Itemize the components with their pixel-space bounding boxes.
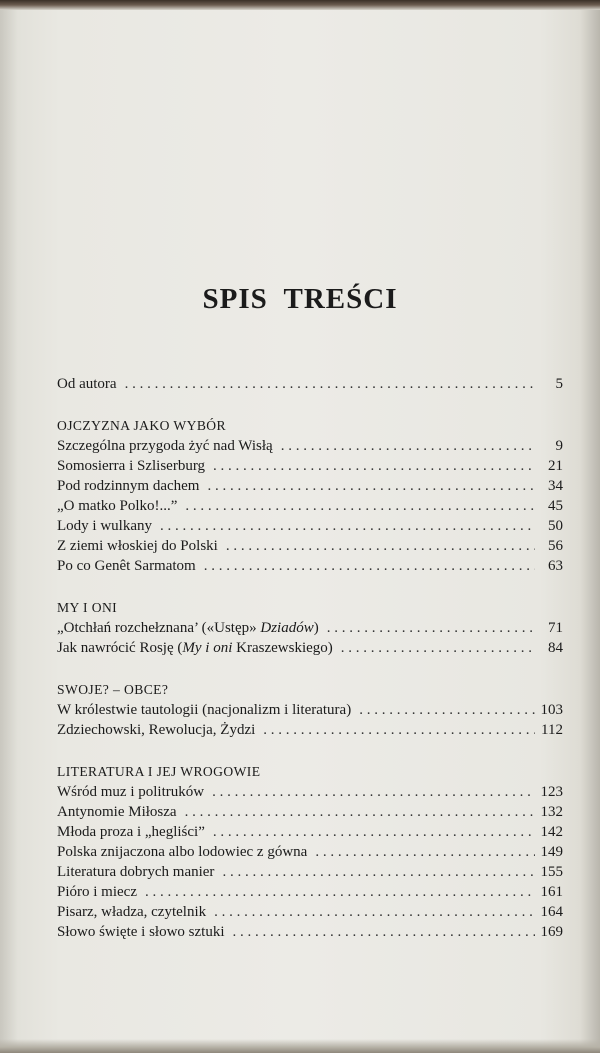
dot-leader <box>207 476 535 496</box>
toc-entry-page: 164 <box>540 904 563 920</box>
dot-leader <box>160 516 535 536</box>
spacer <box>57 576 563 598</box>
toc-entry <box>57 516 563 536</box>
toc-entry-label: Pióro i miecz <box>57 884 137 900</box>
toc-entry-label: Po co Genêt Sarmatom <box>57 558 196 574</box>
toc-entry-label: Wśród muz i politruków <box>57 784 205 800</box>
dot-leader <box>204 556 535 576</box>
dot-leader <box>222 862 534 882</box>
dot-leader <box>327 618 535 638</box>
dot-leader <box>212 782 534 802</box>
table-of-contents <box>57 374 563 942</box>
toc-entry <box>57 842 563 862</box>
dot-leader <box>185 496 535 516</box>
toc-entry-label: Słowo święte i słowo sztuki <box>57 924 225 940</box>
toc-entry-label: Lody i wulkany <box>57 518 152 534</box>
toc-entry-label: Polska znijaczona albo lodowiec z gówna <box>57 844 308 860</box>
label-part: „Otchłań rozchełznana’ («Ustęp» <box>57 620 261 636</box>
dot-leader <box>315 842 534 862</box>
toc-entry-label: Pisarz, władza, czytelnik <box>57 904 207 920</box>
label-part: Jak nawrócić Rosję ( <box>57 640 183 656</box>
spacer <box>57 740 563 762</box>
toc-entry-page: 103 <box>540 702 563 718</box>
toc-entry-label: Młoda proza i „hegliści” <box>57 824 205 840</box>
toc-entry-label: Zdziechowski, Rewolucja, Żydzi <box>57 722 256 738</box>
toc-entry-page: 142 <box>540 824 563 840</box>
toc-entry <box>57 476 563 496</box>
toc-entry-label: W królestwie tautologii (nacjonalizm i literatura) <box>57 702 352 718</box>
toc-entry-page: 112 <box>541 722 563 738</box>
toc-entry <box>57 536 563 556</box>
toc-entry <box>57 822 563 842</box>
toc-entry <box>57 436 563 456</box>
toc-entry-page: 71 <box>548 620 563 636</box>
dot-leader <box>145 882 535 902</box>
dot-leader <box>263 720 535 740</box>
label-italic-part: Dziadów <box>260 620 314 636</box>
page-top-edge <box>0 0 600 10</box>
toc-entry <box>57 720 563 740</box>
section-heading: MY I ONI <box>57 600 118 615</box>
label-italic-part: My i oni <box>182 640 233 656</box>
toc-entry-page: 21 <box>548 458 563 474</box>
toc-entry-intro <box>57 374 563 394</box>
toc-entry-label: Literatura dobrych manier <box>57 864 215 880</box>
toc-entry <box>57 902 563 922</box>
toc-entry <box>57 618 563 638</box>
page-title: SPIS TREŚCI <box>202 283 398 315</box>
page-bottom-edge <box>0 1039 600 1053</box>
toc-entry <box>57 782 563 802</box>
section-heading: SWOJE? – OBCE? <box>57 682 169 697</box>
toc-entry <box>57 556 563 576</box>
toc-entry-page: 45 <box>548 498 563 514</box>
toc-entry <box>57 638 563 658</box>
toc-entry <box>57 700 563 720</box>
toc-entry-label: Szczególna przygoda żyć nad Wisłą <box>57 438 273 454</box>
label-part: Kraszewskiego) <box>232 640 333 656</box>
toc-entry-page: 123 <box>540 784 563 800</box>
dot-leader <box>125 374 535 394</box>
dot-leader <box>359 700 534 720</box>
dot-leader <box>341 638 535 658</box>
toc-entry-label: Antynomie Miłosza <box>57 804 177 820</box>
toc-entry-label: Od autora <box>57 376 117 392</box>
toc-entry <box>57 882 563 902</box>
toc-entry-page: 5 <box>555 376 563 392</box>
dot-leader <box>213 822 535 842</box>
toc-entry-page: 132 <box>540 804 563 820</box>
toc-entry-page: 63 <box>548 558 563 574</box>
toc-entry-page: 56 <box>548 538 563 554</box>
toc-entry-page: 149 <box>540 844 563 860</box>
toc-entry-label: Pod rodzinnym dachem <box>57 478 200 494</box>
toc-entry-page: 84 <box>548 640 563 656</box>
toc-entry-page: 155 <box>540 864 563 880</box>
toc-entry <box>57 496 563 516</box>
toc-entry-page: 50 <box>548 518 563 534</box>
dot-leader <box>281 436 535 456</box>
section-heading: LITERATURA I JEJ WROGOWIE <box>57 764 261 779</box>
toc-entry-page: 9 <box>555 438 563 454</box>
toc-entry-page: 169 <box>540 924 563 940</box>
section-heading: OJCZYZNA JAKO WYBÓR <box>57 418 226 433</box>
dot-leader <box>214 902 534 922</box>
toc-entry <box>57 862 563 882</box>
spacer <box>57 394 563 416</box>
toc-entry <box>57 922 563 942</box>
dot-leader <box>213 456 535 476</box>
spacer <box>57 658 563 680</box>
dot-leader <box>226 536 535 556</box>
label-part: ) <box>313 620 319 636</box>
toc-entry <box>57 802 563 822</box>
toc-entry-page: 161 <box>540 884 563 900</box>
toc-entry-label <box>57 618 319 638</box>
toc-entry-page: 34 <box>548 478 563 494</box>
toc-entry-label <box>57 638 333 658</box>
toc-entry-label: „O matko Polko!...” <box>57 498 178 514</box>
toc-entry-label: Z ziemi włoskiej do Polski <box>57 538 218 554</box>
dot-leader <box>233 922 535 942</box>
toc-entry-label: Somosierra i Szliserburg <box>57 458 206 474</box>
toc-entry <box>57 456 563 476</box>
dot-leader <box>185 802 535 822</box>
